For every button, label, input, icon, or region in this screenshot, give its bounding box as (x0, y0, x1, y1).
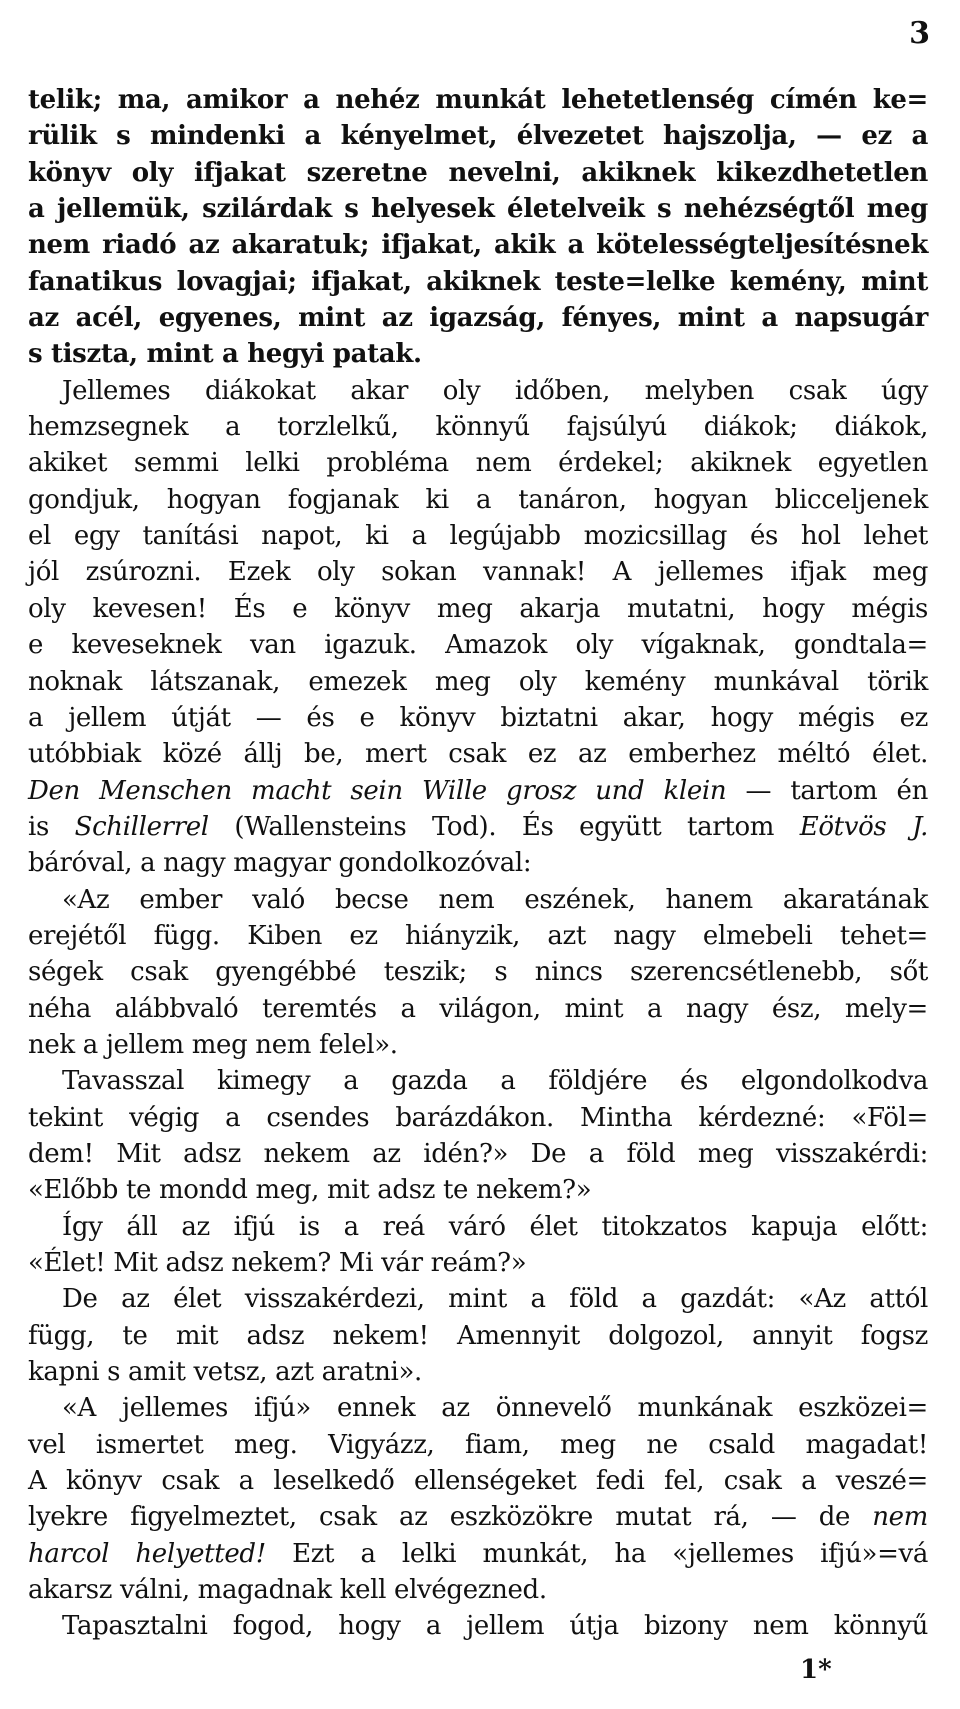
text-line: gondjuk, hogyan fogjanak ki a tanáron, hogyan blicceljenek (28, 484, 928, 515)
signature-mark: 1* (800, 1655, 832, 1685)
text-line: is Schillerrel (Wallensteins Tod). És együtt tartom Eötvös J. (28, 811, 928, 842)
text-line: «Élet! Mit adsz nekem? Mi vár reám?» (28, 1248, 527, 1278)
body-text (28, 82, 928, 1645)
text-line: telik; ma, amikor a nehéz munkát lehetetlenség címén ke= (28, 85, 928, 115)
text-line: a jellem útját — és e könyv biztatni akar, hogy mégis ez (28, 702, 928, 733)
text-line: fanatikus lovagjai; ifjakat, akiknek teste=lelke kemény, mint (28, 266, 928, 297)
text-line: néha alábbvaló teremtés a világon, mint a nagy ész, mely= (28, 993, 928, 1024)
text-line: e keveseknek van igazuk. Amazok oly vígaknak, gondtala= (28, 630, 928, 661)
text-line: De az élet visszakérdezi, mint a föld a gazdát: «Az attól (62, 1284, 928, 1315)
text-line: el egy tanítási napot, ki a legújabb mozicsillag és hol lehet (28, 521, 928, 552)
text-line: könyv oly ifjakat szeretne nevelni, akiknek kikezdhetetlen (28, 157, 928, 188)
text-line: a jellemük, szilárdak s helyesek életelveik s nehézségtől meg (28, 194, 928, 225)
text-line: Tavasszal kimegy a gazda a földjére és elgondolkodva (62, 1066, 928, 1097)
text-line: akarsz válni, magadnak kell elvégezned. (28, 1575, 547, 1606)
text-line: dem! Mit adsz nekem az idén?» De a föld meg visszakérdi: (28, 1138, 928, 1169)
text-line: akiket semmi lelki probléma nem érdekel; akiknek egyetlen (28, 448, 928, 479)
text-line: Den Menschen macht sein Wille grosz und klein — tartom én (28, 775, 928, 806)
text-line: jól zsúrozni. Ezek oly sokan vannak! A jellemes ifjak meg (28, 557, 928, 588)
text-line: Tapasztalni fogod, hogy a jellem útja bizony nem könnyű (62, 1611, 928, 1642)
text-line: nem riadó az akaratuk; ifjakat, akik a kötelességteljesítésnek (28, 230, 928, 261)
text-line: utóbbiak közé állj be, mert csak ez az emberhez méltó élet. (28, 739, 928, 770)
text-line: ségek csak gyengébbé teszik; s nincs szerencsétlenebb, sőt (28, 957, 928, 988)
text-line: nek a jellem meg nem felel». (28, 1029, 398, 1060)
text-line: báróval, a nagy magyar gondolkozóval: (28, 848, 532, 879)
text-line: Jellemes diákokat akar oly időben, melyben csak úgy (62, 375, 928, 406)
page-number: 3 (909, 16, 930, 51)
text-line: tekint végig a csendes barázdákon. Mintha kérdezné: «Föl= (28, 1102, 928, 1133)
text-line: Így áll az ifjú is a reá váró élet titokzatos kapuja előtt: (62, 1211, 928, 1242)
text-line: lyekre figyelmeztet, csak az eszközökre mutat rá, — de nem (28, 1502, 928, 1533)
text-line: rülik s mindenki a kényelmet, élvezetet hajszolja, — ez a (28, 121, 928, 152)
text-line: «Előbb te mondd meg, mit adsz te nekem?» (28, 1175, 592, 1206)
text-line: erejétől függ. Kiben ez hiányzik, azt nagy elmebeli tehet= (28, 920, 928, 951)
text-line: «A jellemes ifjú» ennek az önnevelő munkának eszközei= (62, 1393, 928, 1424)
text-line: s tiszta, mint a hegyi patak. (28, 339, 422, 370)
text-line: kapni s amit vetsz, azt aratni». (28, 1357, 422, 1388)
text-line: az acél, egyenes, mint az igazság, fényes, mint a napsugár (28, 303, 928, 334)
text-line: függ, te mit adsz nekem! Amennyit dolgozol, annyit fogsz (28, 1320, 928, 1351)
text-line: noknak látszanak, emezek meg oly kemény munkával törik (28, 666, 928, 697)
text-line: «Az ember való becse nem eszének, hanem akaratának (62, 884, 928, 915)
text-line: harcol helyetted! Ezt a lelki munkát, ha «jellemes ifjú»=vá (28, 1538, 928, 1569)
text-line: oly kevesen! És e könyv meg akarja mutatni, hogy mégis (28, 593, 928, 624)
text-line: vel ismertet meg. Vigyázz, fiam, meg ne csald magadat! (28, 1429, 928, 1460)
text-line: hemzsegnek a torzlelkű, könnyű fajsúlyú diákok; diákok, (28, 412, 928, 443)
text-line: A könyv csak a leselkedő ellenségeket fedi fel, csak a veszé= (28, 1466, 928, 1497)
